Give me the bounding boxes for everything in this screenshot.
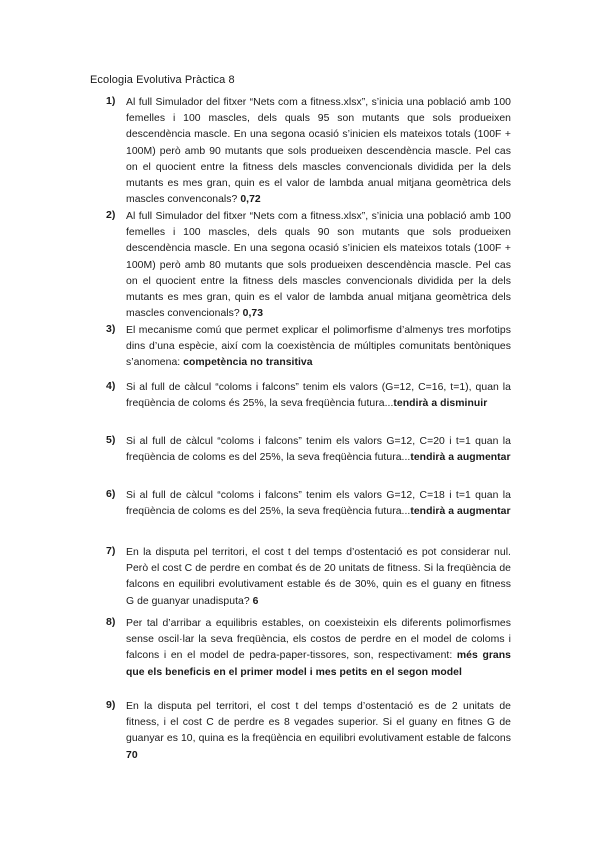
question-number: 3) [106,323,116,335]
question-text: En la disputa pel territori, el cost t del temps d’ostentació es pot considerar nul. Però el cost C de perdre en combat és de 20 unitats de fitness. Si la freqüència de falcons en equilibri evolutivament estable és de 30%, quin es el guany en fitness G de guanyar unadisputa? 6 [126,547,511,607]
answer: competència no transitiva [183,357,313,369]
question-number: 2) [106,209,116,221]
question-text: Si al full de càlcul “coloms i falcons” tenim els valors G=12, C=20 i t=1 quan la freqüència de coloms es del 25%, la seva freqüència futura...tendirà a augmentar [126,436,511,464]
question-text: Per tal d’arribar a equilibris estables, on coexisteixin els diferents polimorfismes sense oscil·lar la seva freqüència, els costos de perdre en el model de coloms i falcons i en el model de pedra-paper-tissores, son, respectivament: més grans que els beneficis en el primer model i mes petits en el segon model [126,618,511,678]
question-number: 6) [106,488,116,500]
question-number: 4) [106,380,116,392]
answer: tendirà a augmentar [410,452,511,464]
question-text: El mecanisme comú que permet explicar el polimorfisme d’almenys tres morfotips dins d’una espècie, així com la coexistència de múltiples comunitats bentòniques s’anomena: competència no transitiva [126,325,511,369]
answer: tendirà a augmentar [410,506,511,518]
answer: 0,73 [242,308,264,320]
question-text: Al full Simulador del fitxer “Nets com a fitness.xlsx”, s’inicia una població amb 100 femelles i 100 mascles, dels quals 90 son mutants que sols produeixen descendència mascle. En una segona ocasió s’inicien els mateixos totals (100F + 100M) però amb 80 mutants que sols produeixen descendència mascle. Pel cas on el quocient entre la fitness dels mascles convencionals dividida per la dels mutants es mes gran, quin es el valor de lambda anual mitjana geomètrica dels mascles convencionals? 0,73 [126,211,511,320]
answer: més grans que els beneficis en el primer model i mes petits en el segon model [126,650,511,678]
question-text: Al full Simulador del fitxer “Nets com a fitness.xlsx”, s’inicia una població amb 100 femelles i 100 mascles, dels quals 95 son mutants que sols produeixen descendència mascle. En una segona ocasió s’inicien els mateixos totals (100F + 100M) però amb 90 mutants que sols produeixen descendència mascle. Pel cas on el quocient entre la fitness dels mascles convencionals dividida per la dels mutants es mes gran, quin es el valor de lambda anual mitjana geomètrica dels mascles convenconals? 0,72 [126,97,511,206]
answer: tendirà a disminuir [393,398,488,410]
question-text: En la disputa pel territori, el cost t del temps d’ostentació es de 2 unitats de fitness, i el cost C de perdre es 8 vegades superior. Si el guany en fitnes G de guanyar es 10, quina es la freqüència en equilibri evolutivament estable de falcons 70 [126,701,511,761]
document-title: Ecologia Evolutiva Pràctica 8 [90,74,235,86]
answer: 6 [252,595,259,607]
question-number: 8) [106,616,116,628]
question-text: Si al full de càlcul “coloms i falcons” tenim els valors G=12, C=18 i t=1 quan la freqüència de coloms es del 25%, la seva freqüència futura...tendirà a augmentar [126,490,511,518]
question-text: Si al full de càlcul “coloms i falcons” tenim els valors (G=12, C=16, t=1), quan la freqüència de coloms és 25%, la seva freqüència futura...tendirà a disminuir [126,382,511,410]
question-number: 1) [106,95,116,107]
answer: 0,72 [240,194,261,206]
question-number: 5) [106,434,116,446]
question-number: 7) [106,545,116,557]
question-number: 9) [106,699,116,711]
answer: 70 [126,749,138,761]
